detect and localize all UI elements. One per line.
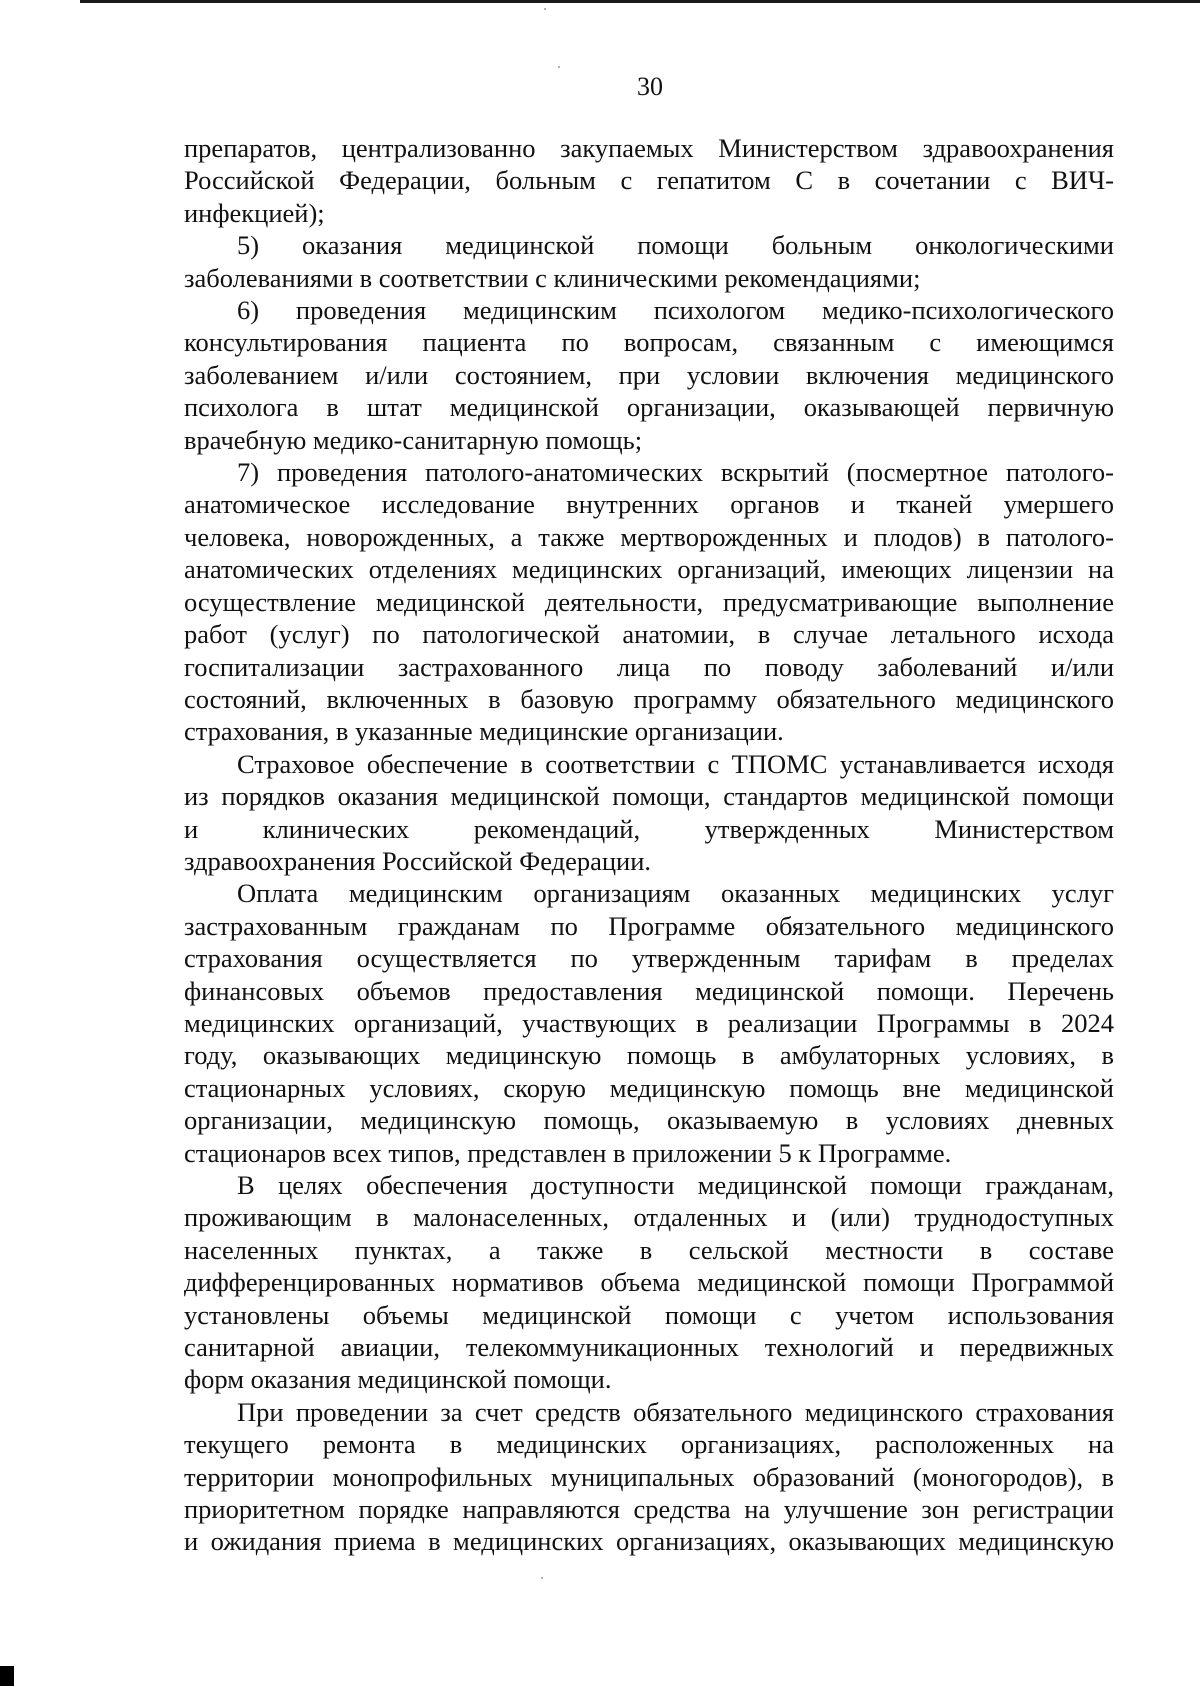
text-line: застрахованным гражданам по Программе обязательного медицинского [184, 910, 1114, 941]
text-line: установлены объемы медицинской помощи с учетом использования [184, 1299, 1114, 1330]
paragraph [184, 1396, 1114, 1558]
text-line: страхования осуществляется по утвержденным тарифам в пределах [184, 943, 1114, 974]
text-line: работ (услуг) по патологической анатомии, в случае летального исхода [184, 619, 1114, 650]
text-line: инфекцией); [184, 197, 325, 228]
text-line: и клинических рекомендаций, утвержденных Министерством [184, 813, 1114, 844]
text-line: стационарных условиях, скорую медицинскую помощь вне медицинской [184, 1072, 1114, 1103]
text-line: проживающим в малонаселенных, отдаленных и (или) труднодоступных [184, 1202, 1114, 1233]
text-line: территории монопрофильных муниципальных образований (моногородов), в [184, 1461, 1114, 1492]
text-line: 5) оказания медицинской помощи больным онкологическими [237, 230, 1114, 261]
scan-speck [541, 1577, 543, 1579]
text-line: анатомических отделениях медицинских организаций, имеющих лицензии на [184, 554, 1114, 585]
text-line: организации, медицинскую помощь, оказываемую в условиях дневных [184, 1105, 1114, 1136]
text-line: анатомическое исследование внутренних органов и тканей умершего [184, 489, 1114, 520]
text-line: текущего ремонта в медицинских организациях, расположенных на [184, 1429, 1114, 1460]
paragraph [184, 748, 1114, 878]
text-line: населенных пунктах, а также в сельской местности в составе [184, 1234, 1114, 1265]
text-line: медицинских организаций, участвующих в реализации Программы в 2024 [184, 1007, 1114, 1038]
paragraph [184, 132, 1114, 229]
text-line: стационаров всех типов, представлен в приложении 5 к Программе. [184, 1137, 952, 1168]
text-line: заболеваниями в соответствии с клиническими рекомендациями; [184, 262, 921, 293]
text-line: 6) проведения медицинским психологом медико-психологического [237, 295, 1114, 326]
scan-speck [558, 66, 560, 68]
text-line: врачебную медико-санитарную помощь; [184, 424, 643, 455]
scan-edge-mark [0, 1666, 14, 1686]
text-line: заболеванием и/или состоянием, при условии включения медицинского [184, 359, 1114, 390]
text-line: году, оказывающих медицинскую помощь в амбулаторных условиях, в [184, 1040, 1114, 1071]
text-line: При проведении за счет средств обязательного медицинского страхования [237, 1396, 1114, 1427]
text-line: из порядков оказания медицинской помощи, стандартов медицинской помощи [184, 781, 1114, 812]
text-line: человека, новорожденных, а также мертворожденных и плодов) в патолого- [184, 521, 1114, 552]
text-line: здравоохранения Российской Федерации. [184, 845, 652, 876]
text-line: приоритетном порядке направляются средства на улучшение зон регистрации [184, 1494, 1114, 1525]
text-line: страхования, в указанные медицинские организации. [184, 716, 784, 747]
text-line: консультирования пациента по вопросам, связанным с имеющимся [184, 327, 1114, 358]
text-line: форм оказания медицинской помощи. [184, 1364, 612, 1395]
text-line: состояний, включенных в базовую программу обязательного медицинского [184, 683, 1114, 714]
text-line: финансовых объемов предоставления медицинской помощи. Перечень [184, 975, 1114, 1006]
paragraph [184, 1169, 1114, 1396]
text-line: 7) проведения патолого-анатомических вскрытий (посмертное патолого- [237, 457, 1114, 488]
paragraph [184, 229, 1114, 294]
paragraph [184, 456, 1114, 748]
text-line: В целях обеспечения доступности медицинской помощи гражданам, [237, 1170, 1114, 1200]
document-body [184, 132, 1114, 1558]
text-line: психолога в штат медицинской организации, оказывающей первичную [184, 392, 1114, 423]
page-number: 30 [637, 72, 663, 101]
text-line: дифференцированных нормативов объема медицинской помощи Программой [184, 1267, 1114, 1298]
text-line: госпитализации застрахованного лица по поводу заболеваний и/или [184, 651, 1114, 682]
scan-speck [544, 8, 546, 10]
text-line: препаратов, централизованно закупаемых Министерством здравоохранения [184, 133, 1114, 163]
paragraph [184, 877, 1114, 1169]
text-line: санитарной авиации, телекоммуникационных технологий и передвижных [184, 1332, 1114, 1363]
text-line: и ожидания приема в медицинских организациях, оказывающих медицинскую [184, 1526, 1114, 1557]
text-line: Российской Федерации, больным с гепатитом С в сочетании с ВИЧ- [184, 165, 1114, 196]
text-line: Страховое обеспечение в соответствии с ТПОМС устанавливается исходя [237, 748, 1114, 779]
text-line: осуществление медицинской деятельности, предусматривающие выполнение [184, 586, 1114, 617]
paragraph [184, 294, 1114, 456]
text-line: Оплата медицинским организациям оказанных медицинских услуг [237, 878, 1114, 909]
scan-border-top [80, 0, 1200, 3]
